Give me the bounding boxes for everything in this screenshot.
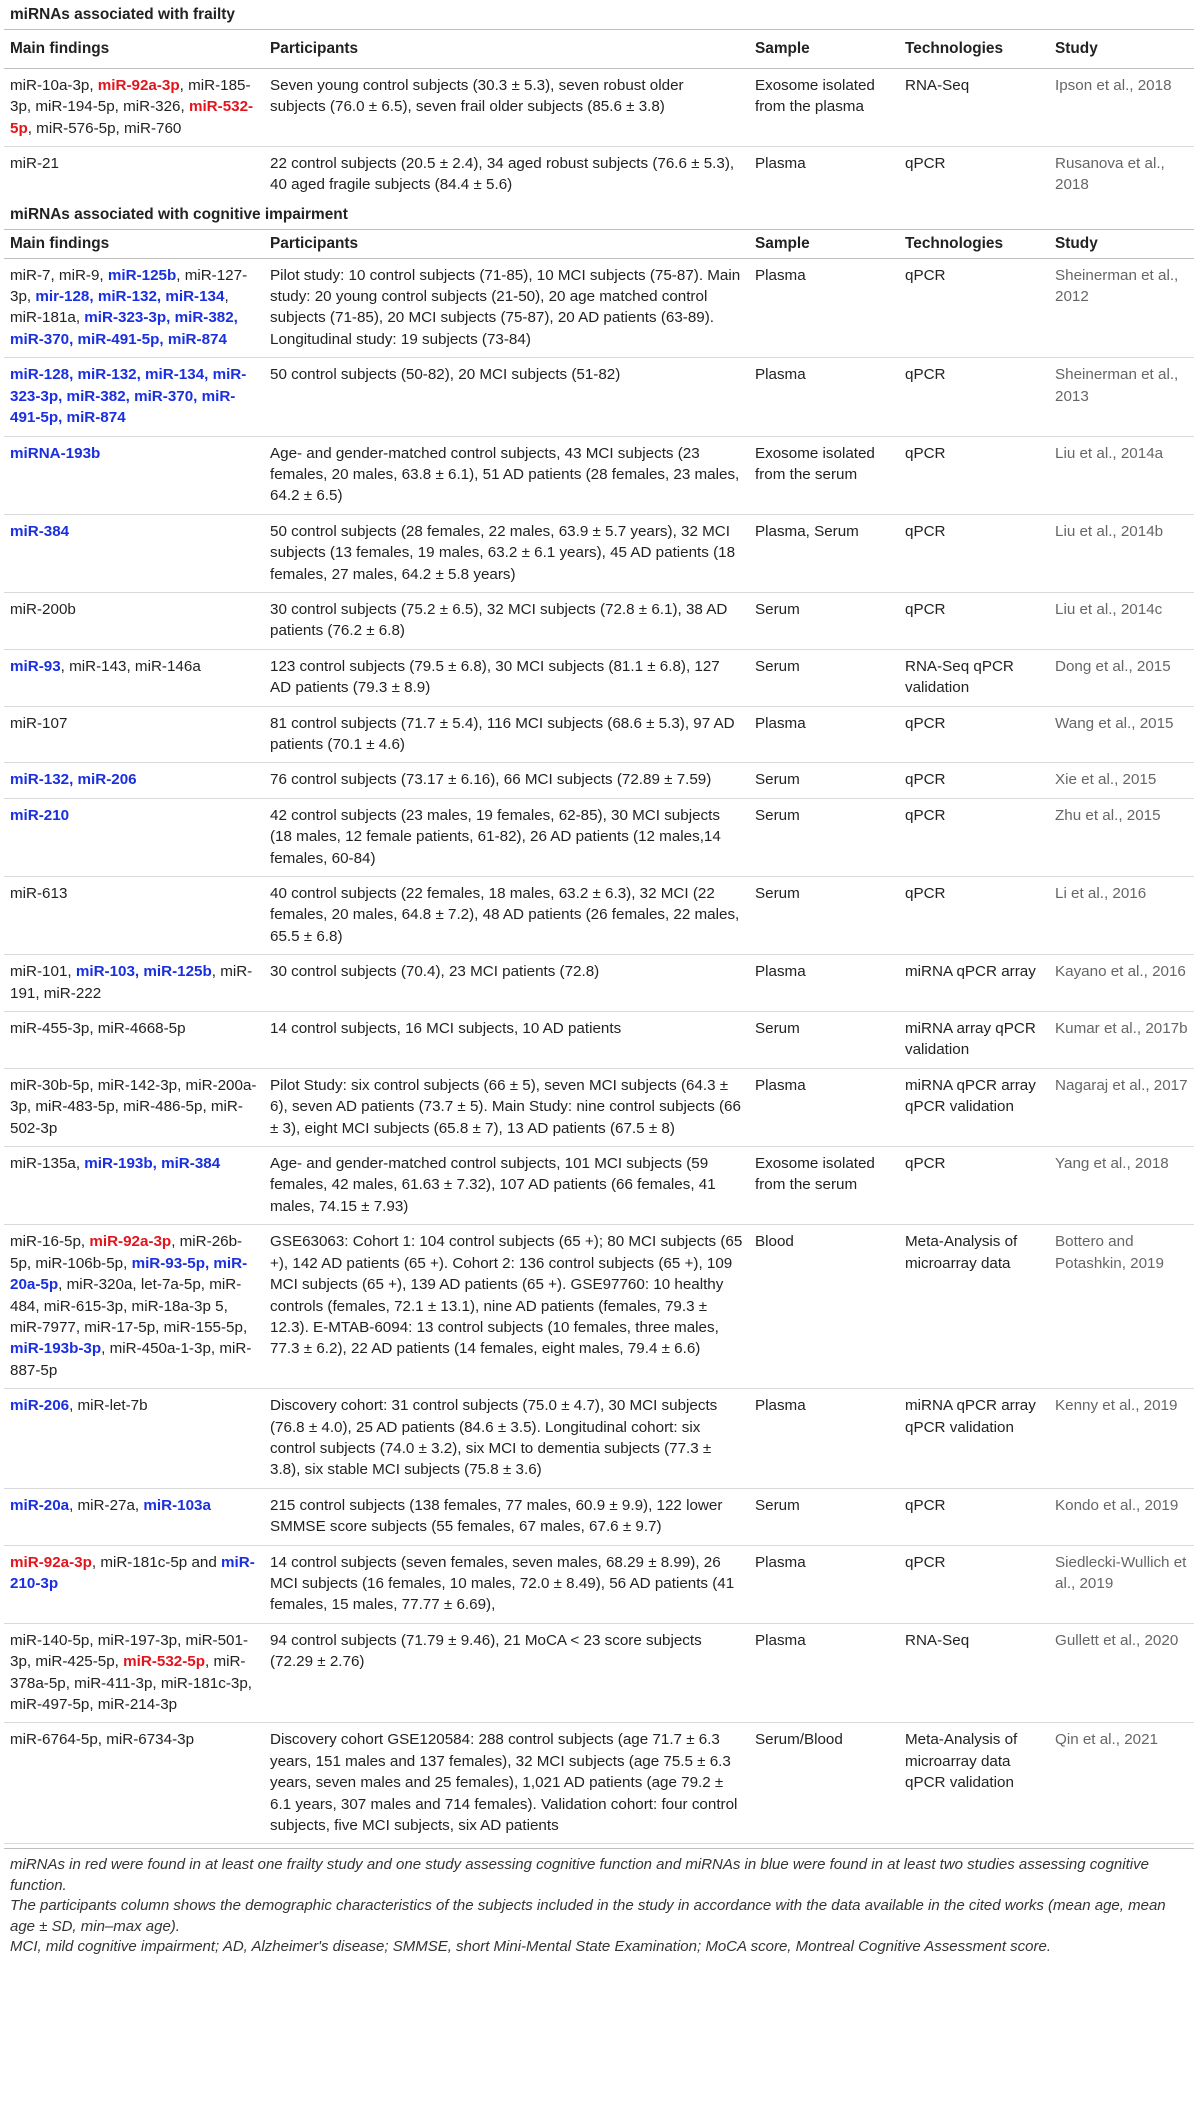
table-body [4,0,1194,1844]
table-row [4,1545,1194,1623]
sample-cell: Serum [749,592,899,649]
study-cell: Sheinerman et al., 2013 [1049,358,1194,436]
table-row [4,1147,1194,1225]
technologies-cell: qPCR [899,514,1049,592]
participants-cell: 30 control subjects (70.4), 23 MCI patients (72.8) [264,955,749,1012]
technologies-cell: qPCR [899,1545,1049,1623]
header-row-cognitive [4,230,1194,258]
main-findings-cell [4,68,264,146]
mirna-text: , miR-143, miR-146a [60,657,201,675]
mirna-text: , miR-576-5p, miR-760 [27,119,182,137]
study-cell: Kumar et al., 2017b [1049,1012,1194,1069]
main-findings-cell [4,1012,264,1069]
sample-cell: Plasma [749,358,899,436]
section-title: miRNAs associated with frailty [4,0,1194,30]
sample-cell: Serum [749,649,899,706]
main-findings-cell [4,877,264,955]
study-cell: Bottero and Potashkin, 2019 [1049,1225,1194,1389]
mirna-blue: miR-323-3p, miR-382, miR-370, miR-491-5p, miR-874 [10,309,238,348]
table-row [4,706,1194,763]
sample-cell: Serum [749,1012,899,1069]
participants-cell: 123 control subjects (79.5 ± 6.8), 30 MCI subjects (81.1 ± 6.8), 127 AD patients (79.3 ± 8.9) [264,649,749,706]
technologies-cell: qPCR [899,798,1049,876]
participants-cell: 40 control subjects (22 females, 18 males, 63.2 ± 6.3), 32 MCI (22 females, 20 males, 64.8 ± 7.2), 48 AD patients (26 females, 22 males, 65.5 ± 6.8) [264,877,749,955]
mirna-text: , miR-320a, let-7a-5p, miR-484, miR-615-3p, miR-18a-3p 5, miR-7977, miR-17-5p, miR-155-5p, [10,1276,248,1336]
sample-cell: Serum [749,763,899,798]
mirna-text: miR-21 [10,155,59,173]
main-findings-cell [4,1623,264,1723]
participants-cell: 94 control subjects (71.79 ± 9.46), 21 MoCA < 23 score subjects (72.29 ± 2.76) [264,1623,749,1723]
table-row [4,1488,1194,1545]
technologies-cell: qPCR [899,1488,1049,1545]
mirna-blue: miR-210 [10,806,70,824]
main-findings-cell [4,147,264,198]
technologies-cell: qPCR [899,1147,1049,1225]
table-footnotes [4,1848,1194,1958]
participants-cell: 81 control subjects (71.7 ± 5.4), 116 MCI subjects (68.6 ± 5.3), 97 AD patients (70.1 ± 4.6) [264,706,749,763]
sample-cell: Plasma [749,955,899,1012]
table-row [4,1623,1194,1723]
table-row [4,877,1194,955]
mirna-table [4,0,1194,1844]
study-cell: Rusanova et al., 2018 [1055,155,1165,194]
main-findings-cell [4,1723,264,1844]
technologies-cell: qPCR [899,258,1049,358]
footnote: The participants column shows the demographic characteristics of the subjects included in the study in accordance with the data available in the cited works (mean age, mean age ± SD, min–max age). [10,1897,1166,1935]
sample-cell: Exosome isolated from the plasma [749,68,899,146]
sample-cell: Plasma [749,258,899,358]
sample-cell: Plasma [749,1623,899,1723]
sample-cell: Blood [749,1225,899,1389]
participants-cell: 50 control subjects (28 females, 22 males, 63.9 ± 5.7 years), 32 MCI subjects (13 females, 19 males, 63.2 ± 6.1 years), 45 AD patients (18 females, 27 males, 64.2 ± 5.8 years) [264,514,749,592]
mirna-red: miR-92a-3p [97,76,180,94]
sample-cell: Plasma, Serum [749,514,899,592]
sample-cell: Exosome isolated from the serum [749,1147,899,1225]
participants-cell: Pilot study: 10 control subjects (71-85), 10 MCI subjects (75-87). Main study: 20 young control subjects (21-50), 20 age matched control subjects (71-85), 20 MCI subjects (75-87), 20 AD patients (63-89). Longitudinal study: 19 subjects (73-84) [264,258,749,358]
main-findings-cell [4,592,264,649]
main-findings-cell [4,649,264,706]
mirna-text: miR-101, [10,963,76,981]
mirna-text: , miR-181c-5p and [91,1553,222,1571]
study-cell: Li et al., 2016 [1049,877,1194,955]
study-cell: Xie et al., 2015 [1049,763,1194,798]
mirna-text: miR-613 [10,885,68,902]
column-header: Sample [749,230,899,258]
study-cell: Dong et al., 2015 [1049,649,1194,706]
participants-cell: Discovery cohort GSE120584: 288 control subjects (age 71.7 ± 6.3 years, 151 males and 137 females), 32 MCI subjects (age 75.5 ± 6.3 years, seven males and 25 females), 1,021 AD patients (age 79.2 ± 6.1 years, 307 males and 714 females). Validation cohort: four control subjects, five MCI subjects, six AD patients [264,1723,749,1844]
mirna-blue: miR-103a [143,1496,211,1514]
table-row [4,798,1194,876]
sample-cell: Exosome isolated from the serum [749,436,899,514]
mirna-red: miR-532-5p [123,1653,205,1671]
technologies-cell: RNA-Seq [899,1623,1049,1723]
column-header: Sample [749,30,899,68]
technologies-cell: qPCR [899,763,1049,798]
column-header: Technologies [899,30,1049,68]
participants-cell: Seven young control subjects (30.3 ± 5.3), seven robust older subjects (76.0 ± 6.5), seven frail older subjects (85.6 ± 3.8) [264,68,749,146]
study-cell: Kayano et al., 2016 [1049,955,1194,1012]
technologies-cell: Meta-Analysis of microarray data [899,1225,1049,1389]
mirna-text: miR-6764-5p, miR-6734-3p [10,1731,195,1749]
main-findings-cell [4,1545,264,1623]
table-row [4,1068,1194,1146]
column-header: Study [1049,230,1194,258]
column-header: Participants [264,30,749,68]
column-header: Main findings [4,230,264,258]
main-findings-cell [4,358,264,436]
mirna-blue: miR-193b-3p [10,1340,102,1358]
main-findings-cell [4,955,264,1012]
technologies-cell: miRNA array qPCR validation [899,1012,1049,1069]
mirna-blue: miR-132, miR-206 [10,771,137,789]
table-row [4,649,1194,706]
mirna-blue: miR-93-5p, miR-20a-5p [10,1254,248,1294]
mirna-blue: miR-20a [10,1496,70,1514]
table-row [4,1225,1194,1389]
mirna-table-page [4,0,1194,1958]
mirna-text: , miR-378a-5p, miR-411-3p, miR-181c-3p, miR-497-5p, miR-214-3p [10,1653,252,1713]
column-header: Technologies [899,230,1049,258]
mirna-text: miR-107 [10,714,68,732]
technologies-cell: RNA-Seq [899,68,1049,146]
study-cell: Qin et al., 2021 [1049,1723,1194,1844]
main-findings-cell [4,1488,264,1545]
sample-cell: Plasma [749,1068,899,1146]
participants-cell: 42 control subjects (23 males, 19 females, 62-85), 30 MCI subjects (18 males, 12 female patients, 61-82), 26 AD patients (12 males,14 females, 60-84) [264,798,749,876]
main-findings-cell [4,436,264,514]
mirna-blue: miR-210-3p [10,1553,255,1592]
study-cell: Liu et al., 2014b [1049,514,1194,592]
technologies-cell: qPCR [899,436,1049,514]
mirna-text: miR-7, miR-9, [10,266,108,284]
mirna-blue: mir-128, miR-132, miR-134 [35,288,225,306]
mirna-text: , miR-27a, [69,1496,144,1514]
mirna-text: , miR-let-7b [69,1397,148,1415]
participants-cell: 30 control subjects (75.2 ± 6.5), 32 MCI subjects (72.8 ± 6.1), 38 AD patients (76.2 ± 6.8) [264,592,749,649]
mirna-blue: miR-384 [10,522,70,540]
mirna-text: miR-140-5p, miR-197-3p, miR-501-3p, miR-425-5p, [10,1631,249,1671]
participants-cell: Pilot Study: six control subjects (66 ± 5), seven MCI subjects (64.3 ± 6), seven AD patients (73.7 ± 5). Main Study: nine control subjects (66 ± 3), eight MCI subjects (65.8 ± 7), 13 AD patients (67.5 ± 8) [264,1068,749,1146]
main-findings-cell [4,1389,264,1489]
study-cell: Liu et al., 2014a [1049,436,1194,514]
mirna-red: miR-92a-3p [89,1233,172,1251]
header-row-frailty [4,30,1194,68]
technologies-cell: qPCR [905,155,946,173]
technologies-cell: qPCR [899,877,1049,955]
technologies-cell: qPCR [899,592,1049,649]
mirna-text: , miR-185-3p, miR-194-5p, miR-326, [10,76,251,116]
participants-cell: Discovery cohort: 31 control subjects (75.0 ± 4.7), 30 MCI subjects (76.8 ± 4.0), 25 AD patients (84.6 ± 3.5). Longitudinal cohort: six control subjects (74.0 ± 3.2), six MCI to dementia subjects (77.3 ± 3.8), six stable MCI subjects (75.8 ± 3.6) [264,1389,749,1489]
table-row [4,258,1194,358]
study-cell: Kondo et al., 2019 [1049,1488,1194,1545]
participants-cell: 76 control subjects (73.17 ± 6.16), 66 MCI subjects (72.89 ± 7.59) [264,763,749,798]
main-findings-cell [4,1225,264,1389]
table-row [4,592,1194,649]
table-row [4,1012,1194,1069]
column-header: Main findings [4,30,264,68]
table-row [4,955,1194,1012]
table-row [4,68,1194,146]
footnote: MCI, mild cognitive impairment; AD, Alzheimer's disease; SMMSE, short Mini-Mental State Examination; MoCA score, Montreal Cognitive Assessment score. [10,1938,1051,1956]
mirna-blue: miR-93 [10,657,61,675]
technologies-cell: RNA-Seq qPCR validation [899,649,1049,706]
section-frailty [4,0,1194,30]
participants-cell: 22 control subjects (20.5 ± 2.4), 34 aged robust subjects (76.6 ± 5.3), 40 aged fragile subjects (84.4 ± 5.6) [270,155,735,194]
footnote: miRNAs in red were found in at least one frailty study and one study assessing cognitive function and miRNAs in blue were found in at least two studies assessing cognitive function. [10,1856,1149,1894]
mirna-text: , miR-127-3p, [10,266,248,306]
mirna-text: , miR-191, miR-222 [10,963,253,1002]
study-cell: Liu et al., 2014c [1049,592,1194,649]
study-cell: Gullett et al., 2020 [1049,1623,1194,1723]
technologies-cell: miRNA qPCR array qPCR validation [899,1389,1049,1489]
table-row [4,514,1194,592]
mirna-blue: miR-206 [10,1397,70,1415]
sample-cell: Serum/Blood [749,1723,899,1844]
study-cell: Kenny et al., 2019 [1049,1389,1194,1489]
mirna-red: miR-532-5p [10,98,254,137]
main-findings-cell [4,763,264,798]
study-cell: Wang et al., 2015 [1049,706,1194,763]
participants-cell: 215 control subjects (138 females, 77 males, 60.9 ± 9.9), 122 lower SMMSE score subjects (55 females, 67 males, 67.6 ± 9.7) [264,1488,749,1545]
participants-cell: 14 control subjects (seven females, seven males, 68.29 ± 8.99), 26 MCI subjects (16 females, 10 males, 72.0 ± 8.49), 56 AD patients (41 females, 15 males, 77.77 ± 6.69), [264,1545,749,1623]
sample-cell: Serum [749,1488,899,1545]
sample-cell: Plasma [755,155,806,173]
mirna-text: , miR-450a-1-3p, miR-887-5p [10,1340,252,1379]
column-header: Study [1049,30,1194,68]
mirna-text: miR-16-5p, [10,1233,90,1251]
study-cell: Yang et al., 2018 [1049,1147,1194,1225]
table-row [4,1389,1194,1489]
main-findings-cell [4,706,264,763]
main-findings-cell [4,1068,264,1146]
mirna-red: miR-92a-3p [10,1553,92,1571]
study-cell: Zhu et al., 2015 [1049,798,1194,876]
mirna-blue: miR-128, miR-132, miR-134, miR-323-3p, miR-382, miR-370, miR-491-5p, miR-874 [10,366,247,427]
mirna-text: miR-30b-5p, miR-142-3p, miR-200a-3p, miR-483-5p, miR-486-5p, miR-502-3p [10,1076,257,1137]
mirna-blue: miR-103, miR-125b [75,963,212,981]
sample-cell: Serum [749,798,899,876]
sample-cell: Plasma [749,1545,899,1623]
sample-cell: Plasma [749,706,899,763]
section-title: miRNAs associated with cognitive impairment [4,198,1194,230]
table-row [4,147,1194,198]
participants-cell: Age- and gender-matched control subjects, 43 MCI subjects (23 females, 20 males, 63.8 ± 6.1), 51 AD patients (28 females, 23 males, 64.2 ± 6.5) [264,436,749,514]
mirna-text: , miR-26b-5p, miR-106b-5p, [10,1233,243,1272]
mirna-blue: miR-125b [107,266,177,284]
table-row [4,763,1194,798]
study-cell: Nagaraj et al., 2017 [1049,1068,1194,1146]
sample-cell: Serum [749,877,899,955]
technologies-cell: miRNA qPCR array qPCR validation [899,1068,1049,1146]
column-header: Participants [264,230,749,258]
main-findings-cell [4,798,264,876]
main-findings-cell [4,514,264,592]
participants-cell: 14 control subjects, 16 MCI subjects, 10 AD patients [264,1012,749,1069]
participants-cell: Age- and gender-matched control subjects, 101 MCI subjects (59 females, 42 males, 61.63 ± 7.32), 107 AD patients (66 females, 41 males, 74.15 ± 7.93) [264,1147,749,1225]
mirna-blue: miRNA-193b [10,444,101,462]
mirna-text: miR-200b [10,600,76,618]
mirna-blue: miR-193b, miR-384 [84,1155,221,1173]
technologies-cell: miRNA qPCR array [899,955,1049,1012]
technologies-cell: qPCR [899,358,1049,436]
participants-cell: 50 control subjects (50-82), 20 MCI subjects (51-82) [264,358,749,436]
mirna-text: , miR-181a, [10,288,229,327]
mirna-text: miR-10a-3p, [10,76,98,94]
study-cell: Ipson et al., 2018 [1049,68,1194,146]
technologies-cell: Meta-Analysis of microarray data qPCR validation [899,1723,1049,1844]
mirna-text: miR-455-3p, miR-4668-5p [10,1020,186,1038]
main-findings-cell [4,1147,264,1225]
study-cell: Sheinerman et al., 2012 [1049,258,1194,358]
mirna-text: miR-135a, [10,1155,85,1173]
section-cognitive [4,198,1194,230]
table-row [4,358,1194,436]
sample-cell: Plasma [749,1389,899,1489]
technologies-cell: qPCR [899,706,1049,763]
table-row [4,1723,1194,1844]
table-row [4,436,1194,514]
study-cell: Siedlecki-Wullich et al., 2019 [1049,1545,1194,1623]
participants-cell: GSE63063: Cohort 1: 104 control subjects (65 +); 80 MCI subjects (65 +), 142 AD patients (65 +). Cohort 2: 136 control subjects (65 +), 109 MCI subjects (65 +), 139 AD patients (65 +). GSE97760: 10 healthy controls (females, 72.1 ± 13.1), nine AD patients (females, 79.3 ± 12.3). E-MTAB-6094: 13 control subjects (10 females, three males, 77.3 ± 6.2), 22 AD patients (14 females, eight males, 79.4 ± 6.6) [264,1225,749,1389]
main-findings-cell [4,258,264,358]
